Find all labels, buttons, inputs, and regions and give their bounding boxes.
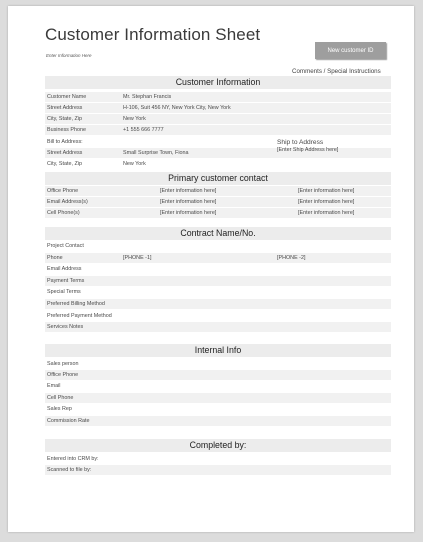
customer-name-row bbox=[45, 92, 391, 102]
email-address-value-2[interactable]: [Enter information here] bbox=[298, 199, 355, 205]
commission-rate-label: Commission Rate bbox=[47, 418, 90, 424]
document-page bbox=[8, 6, 414, 532]
customer-name-value[interactable]: Mr. Stephan Francis bbox=[123, 94, 172, 100]
office-phone-row bbox=[45, 186, 391, 196]
payment-method-label: Preferred Payment Method bbox=[47, 313, 112, 319]
office-phone-value-2[interactable]: [Enter information here] bbox=[298, 188, 355, 194]
new-customer-id-button[interactable]: New customer ID bbox=[315, 42, 386, 59]
sales-person-row bbox=[45, 359, 391, 369]
payment-terms-row bbox=[45, 276, 391, 286]
payment-method-row bbox=[45, 311, 391, 321]
contract-email-row bbox=[45, 264, 391, 274]
phone-2-value[interactable]: [PHONE -2] bbox=[277, 255, 306, 261]
scanned-file-row bbox=[45, 465, 391, 475]
internal-email-row bbox=[45, 381, 391, 391]
entered-crm-row bbox=[45, 454, 391, 464]
page-subtitle: Enter Information Here bbox=[46, 53, 92, 58]
comments-label: Comments / Special Instructions bbox=[292, 68, 381, 75]
bill-city-value[interactable]: New York bbox=[123, 161, 146, 167]
contract-heading: Contract Name/No. bbox=[45, 227, 391, 240]
email-address-value-1[interactable]: [Enter information here] bbox=[160, 199, 217, 205]
internal-info-heading: Internal Info bbox=[45, 344, 391, 357]
street-address-row bbox=[45, 103, 391, 113]
cell-phone-row bbox=[45, 208, 391, 218]
street-address-value[interactable]: H-106, Suit 456 NY, New York City, New York bbox=[123, 105, 231, 111]
customer-information-heading: Customer Information bbox=[45, 76, 391, 89]
commission-rate-row bbox=[45, 416, 391, 426]
city-state-zip-row bbox=[45, 114, 391, 124]
cell-phone-value-2[interactable]: [Enter information here] bbox=[298, 210, 355, 216]
bill-to-label: Bill to Address: bbox=[47, 139, 83, 145]
special-terms-row bbox=[45, 287, 391, 297]
internal-cell-phone-label: Cell Phone bbox=[47, 395, 74, 401]
services-notes-label: Services Notes bbox=[47, 324, 84, 330]
email-address-label: Email Address(s) bbox=[47, 199, 88, 205]
street-address-label: Street Address bbox=[47, 105, 83, 111]
payment-terms-label: Payment Terms bbox=[47, 278, 85, 284]
cell-phone-label: Cell Phone(s) bbox=[47, 210, 80, 216]
bill-street-row bbox=[45, 148, 391, 158]
bill-street-label: Street Address bbox=[47, 150, 83, 156]
internal-office-phone-label: Office Phone bbox=[47, 372, 79, 378]
bill-ship-row bbox=[45, 137, 391, 147]
billing-method-label: Preferred Billing Method bbox=[47, 301, 105, 307]
special-terms-label: Special Terms bbox=[47, 289, 81, 295]
phone-label: Phone bbox=[47, 255, 63, 261]
sales-rep-row bbox=[45, 404, 391, 414]
internal-cell-phone-row bbox=[45, 393, 391, 403]
customer-name-label: Customer Name bbox=[47, 94, 87, 100]
project-contact-row bbox=[45, 241, 391, 251]
phone-row bbox=[45, 253, 391, 263]
phone-1-value[interactable]: [PHONE -1] bbox=[123, 255, 152, 261]
city-state-zip-label: City, State, Zip bbox=[47, 116, 82, 122]
bill-city-label: City, State, Zip bbox=[47, 161, 82, 167]
bill-street-value[interactable]: Small Surprise Town, Fiona bbox=[123, 150, 189, 156]
email-address-row bbox=[45, 197, 391, 207]
city-state-zip-value[interactable]: New York bbox=[123, 116, 146, 122]
scanned-file-label: Scanned to file by: bbox=[47, 467, 92, 473]
office-phone-label: Office Phone bbox=[47, 188, 79, 194]
cell-phone-value-1[interactable]: [Enter information here] bbox=[160, 210, 217, 216]
page-title: Customer Information Sheet bbox=[45, 25, 261, 44]
services-notes-row bbox=[45, 322, 391, 332]
business-phone-row bbox=[45, 125, 391, 135]
entered-crm-label: Entered into CRM by: bbox=[47, 456, 99, 462]
office-phone-value-1[interactable]: [Enter information here] bbox=[160, 188, 217, 194]
primary-contact-heading: Primary customer contact bbox=[45, 172, 391, 185]
internal-office-phone-row bbox=[45, 370, 391, 380]
business-phone-value[interactable]: +1 555 666 7777 bbox=[123, 127, 164, 133]
billing-method-row bbox=[45, 299, 391, 309]
contract-email-label: Email Address bbox=[47, 266, 82, 272]
completed-by-heading: Completed by: bbox=[45, 439, 391, 452]
project-contact-label: Project Contact bbox=[47, 243, 84, 249]
sales-person-label: Sales person bbox=[47, 361, 79, 367]
bill-city-row bbox=[45, 159, 391, 169]
business-phone-label: Business Phone bbox=[47, 127, 86, 133]
ship-to-label: Ship to Address bbox=[277, 139, 324, 146]
internal-email-label: Email bbox=[47, 383, 61, 389]
sales-rep-label: Sales Rep bbox=[47, 406, 72, 412]
ship-address-value[interactable]: [Enter Ship Address here] bbox=[277, 147, 339, 153]
